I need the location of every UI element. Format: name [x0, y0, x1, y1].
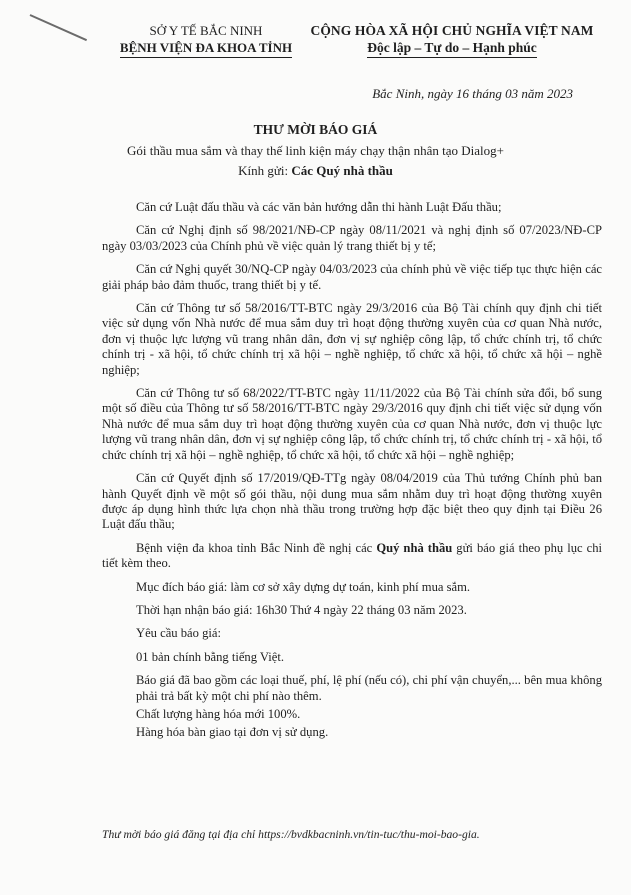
org-name: BỆNH VIỆN ĐA KHOA TỈNH: [120, 39, 292, 58]
document-body: [102, 200, 602, 744]
document-footer: Thư mời báo giá đăng tại địa chỉ https://bvdkbacninh.vn/tin-tuc/thu-moi-bao-gia.: [102, 828, 480, 841]
item-requirements-label: Yêu cầu báo giá:: [136, 626, 221, 641]
paragraph-legal-basis-3: Căn cứ Nghị quyết 30/NQ-CP ngày 04/03/2023 của chính phủ về việc tiếp tục thực hiện các giải pháp bảo đảm thuốc, trang thiết bị y tế.: [102, 262, 602, 292]
nation-name: CỘNG HÒA XÃ HỘI CHỦ NGHĨA VIỆT NAM: [310, 23, 594, 38]
national-header: [302, 22, 602, 58]
greeting: [0, 163, 631, 179]
request-before: Bệnh viện đa khoa tỉnh Bắc Ninh đề nghị các: [136, 540, 377, 555]
request-recipient: Quý nhà thầu: [376, 540, 453, 555]
paragraph-request: [102, 541, 602, 572]
paragraph-legal-basis-5: Căn cứ Thông tư số 68/2022/TT-BTC ngày 11/11/2022 của Bộ Tài chính sửa đổi, bổ sung một số điều của Thông tư số 58/2016/TT-BTC ngày 29/3/2016 quy định chi tiết việc sử dụng vốn Nhà nước để mua sắm duy trì hoạt động thường xuyên của cơ quan Nhà nước, đơn vị thuộc lực lượng vũ trang nhân dân, đơn vị sự nghiệp công lập, tổ chức chính trị, tổ chức chính trị - xã hội, tổ chức chính trị xã hội – nghề nghiệp, tổ chức xã hội, tổ chức xã hội – nghề nghiệp;: [102, 386, 602, 462]
paragraph-legal-basis-1: Căn cứ Luật đấu thầu và các văn bản hướng dẫn thi hành Luật Đấu thầu;: [136, 200, 502, 214]
document-title: THƯ MỜI BÁO GIÁ: [253, 122, 378, 137]
organization-header: [108, 22, 304, 58]
item-requirement-4: Hàng hóa bàn giao tại đơn vị sử dụng.: [136, 725, 329, 740]
paragraph-legal-basis-2: Căn cứ Nghị định số 98/2021/NĐ-CP ngày 08/11/2021 và nghị định số 07/2023/NĐ-CP ngày 03/03/2023 của Chính phủ về việc quản lý trang thiết bị y tế;: [102, 223, 602, 253]
org-parent: SỞ Y TẾ BẮC NINH: [149, 23, 263, 38]
item-requirement-3: Chất lượng hàng hóa mới 100%.: [136, 706, 301, 721]
item-requirement-2: Báo giá đã bao gồm các loại thuế, phí, lệ phí (nếu có), chi phí vận chuyển,... bên mua không phải trả bất kỳ một chi phí nào thêm.: [136, 673, 602, 703]
document-subject: Gói thầu mua sắm và thay thế linh kiện máy chạy thận nhân tạo Dialog+: [126, 143, 504, 158]
greeting-recipient: Các Quý nhà thầu: [291, 163, 393, 178]
paragraph-legal-basis-4: Căn cứ Thông tư số 58/2016/TT-BTC ngày 29/3/2016 của Bộ Tài chính quy định chi tiết việc sử dụng vốn Nhà nước để mua sắm duy trì hoạt động thường xuyên của cơ quan Nhà nước, đơn vị thuộc lực lượng vũ trang nhân dân, đơn vị sự nghiệp công lập, tổ chức chính trị, tổ chức chính trị - xã hội, tổ chức chính trị xã hội – nghề nghiệp, tổ chức xã hội, tổ chức xã hội – nghề nghiệp;: [102, 301, 602, 377]
nation-motto: Độc lập – Tự do – Hạnh phúc: [367, 39, 537, 58]
pen-mark: [30, 14, 87, 41]
document-date: Bắc Ninh, ngày 16 tháng 03 năm 2023: [372, 86, 573, 101]
request-after: gửi báo giá theo phụ lục chi tiết kèm theo.: [102, 540, 603, 571]
paragraph-legal-basis-6: Căn cứ Quyết định số 17/2019/QĐ-TTg ngày 08/04/2019 của Thủ tướng Chính phủ ban hành Quyết định về một số gói thầu, nội dung mua sắm nhằm duy trì hoạt động thường xuyên được áp dụng hình thức lựa chọn nhà thầu trong trường hợp đặc biệt theo quy định tại Điều 26 Luật đấu thầu;: [102, 471, 602, 532]
greeting-prefix: Kính gửi:: [238, 163, 292, 178]
item-purpose: Mục đích báo giá: làm cơ sở xây dựng dự toán, kinh phí mua sắm.: [136, 579, 471, 594]
item-requirement-1: 01 bản chính bằng tiếng Việt.: [136, 649, 285, 664]
item-deadline: Thời hạn nhận báo giá: 16h30 Thứ 4 ngày 22 tháng 03 năm 2023.: [136, 602, 467, 617]
